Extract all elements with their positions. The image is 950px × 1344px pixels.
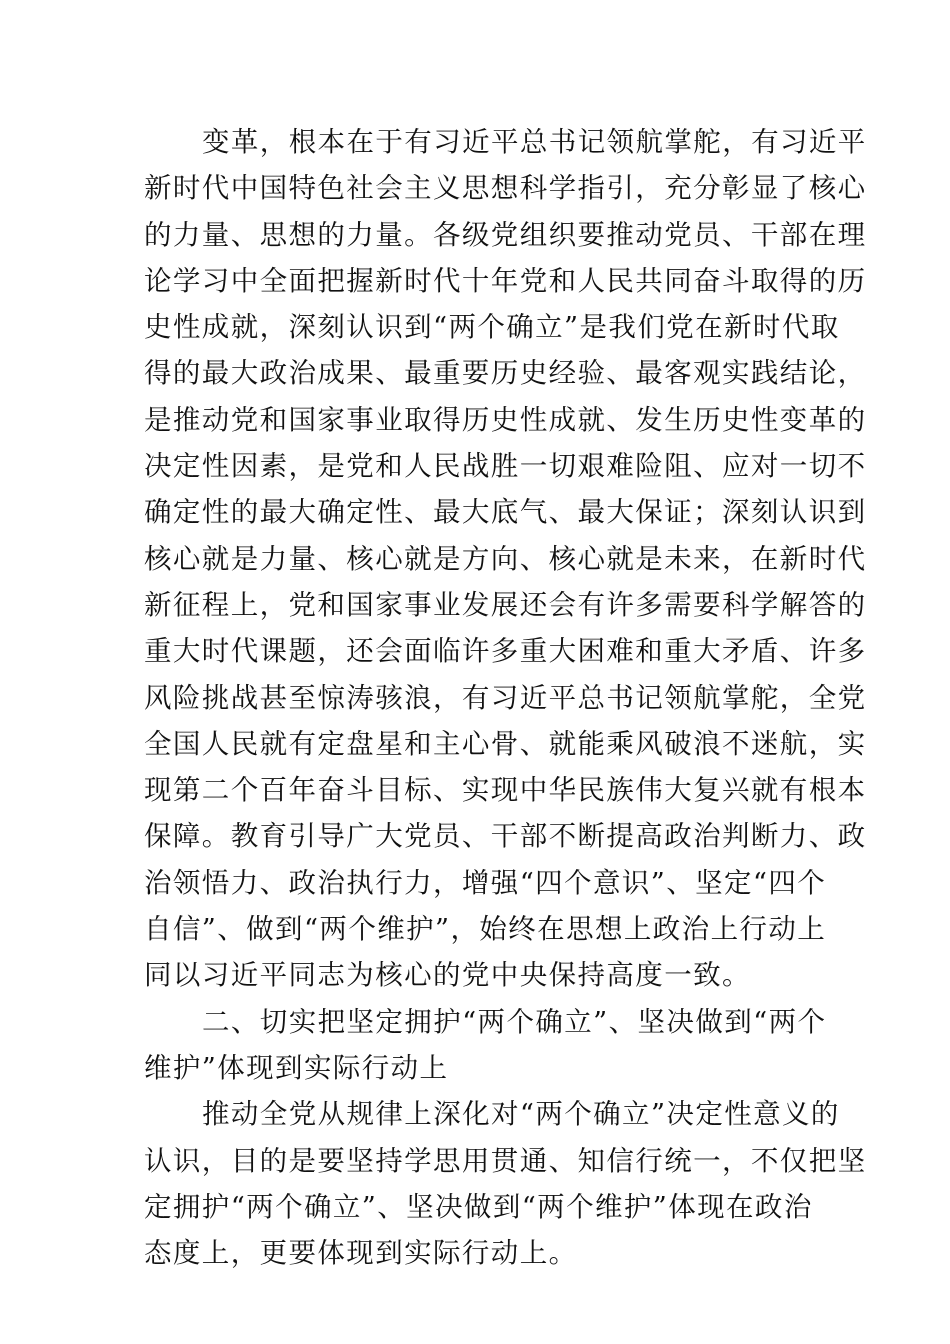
- text-line: 新征程上，党和国家事业发展还会有许多需要科学解答的: [144, 588, 867, 621]
- text-line: 核心就是力量、核心就是方向、核心就是未来，在新时代: [144, 542, 867, 575]
- paragraph-1: [144, 119, 867, 999]
- section-heading-2: [144, 999, 827, 1092]
- text-line: 得的最大政治成果、最重要历史经验、最客观实践结论，: [144, 357, 867, 390]
- text-line: 态度上，更要体现到实际行动上。: [144, 1237, 578, 1270]
- text-line: 保障。教育引导广大党员、干部不断提高政治判断力、政: [144, 820, 867, 853]
- text-line: 论学习中全面把握新时代十年党和人民共同奋斗取得的历: [144, 264, 867, 297]
- text-line: 史性成就，深刻认识到“两个确立”是我们党在新时代取: [144, 311, 840, 344]
- heading-line: 二、切实把坚定拥护“两个确立”、坚决做到“两个: [202, 1005, 827, 1038]
- text-line: 风险挑战甚至惊涛骇浪，有习近平总书记领航掌舵，全党: [144, 681, 867, 714]
- text-line: 自信”、做到“两个维护”，始终在思想上政治上行动上: [144, 913, 827, 946]
- text-line: 决定性因素，是党和人民战胜一切艰难险阻、应对一切不: [144, 450, 867, 483]
- text-line: 认识，目的是要坚持学思用贯通、知信行统一，不仅把坚: [144, 1144, 867, 1177]
- text-line: 确定性的最大确定性、最大底气、最大保证；深刻认识到: [144, 496, 867, 529]
- paragraph-2: [144, 1091, 867, 1276]
- text-line: 定拥护“两个确立”、坚决做到“两个维护”体现在政治: [144, 1190, 813, 1223]
- text-line: 是推动党和国家事业取得历史性成就、发生历史性变革的: [144, 403, 867, 436]
- text-line: 的力量、思想的力量。各级党组织要推动党员、干部在理: [144, 218, 867, 251]
- text-line: 现第二个百年奋斗目标、实现中华民族伟大复兴就有根本: [144, 774, 867, 807]
- heading-line: 维护”体现到实际行动上: [144, 1051, 449, 1084]
- text-line: 全国人民就有定盘星和主心骨、就能乘风破浪不迷航，实: [144, 727, 867, 760]
- text-line: 推动全党从规律上深化对“两个确立”决定性意义的: [202, 1098, 840, 1131]
- text-line: 新时代中国特色社会主义思想科学指引，充分彰显了核心: [144, 172, 867, 205]
- text-line: 重大时代课题，还会面临许多重大困难和重大矛盾、许多: [144, 635, 867, 668]
- text-line: 同以习近平同志为核心的党中央保持高度一致。: [144, 959, 751, 992]
- document-body: [144, 119, 867, 1276]
- text-line: 治领悟力、政治执行力，增强“四个意识”、坚定“四个: [144, 866, 827, 899]
- text-line: 变革，根本在于有习近平总书记领航掌舵，有习近平: [202, 126, 867, 158]
